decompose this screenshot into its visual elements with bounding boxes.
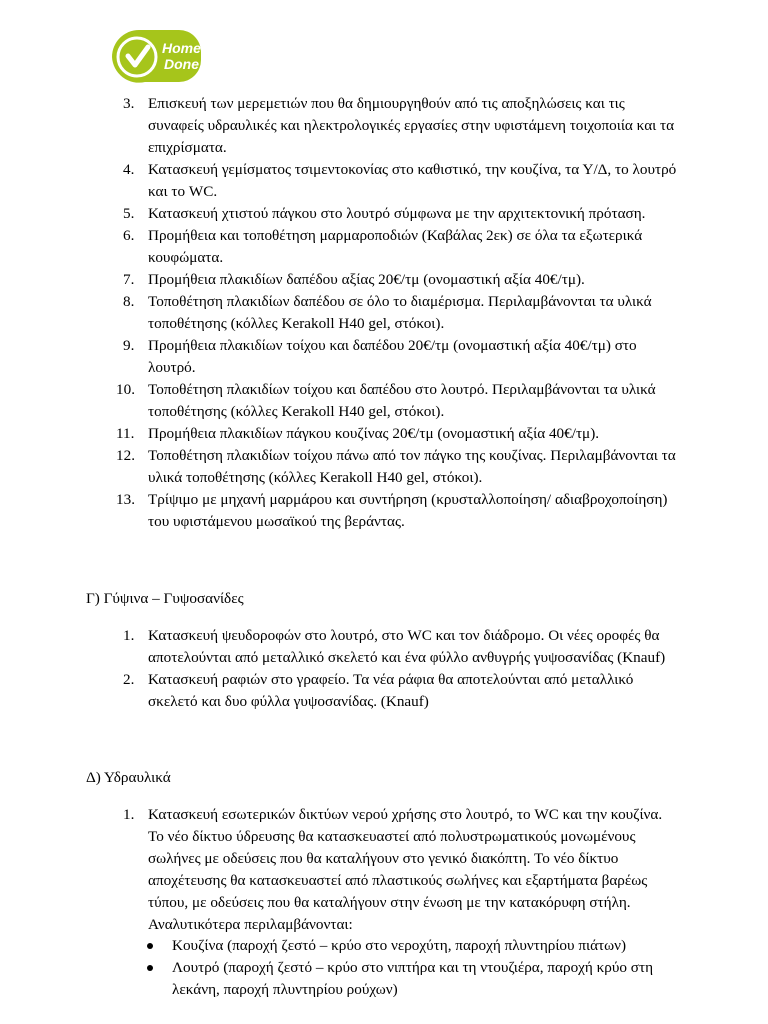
list-item-text: Τοποθέτηση πλακιδίων τοίχου πάνω από τον πάγκο της κουζίνας. Περιλαμβάνονται τα υλικά τοποθέτησης (κόλλες Kerakoll H40 gel, στόκοι). bbox=[148, 447, 676, 486]
bullet-item bbox=[0, 957, 768, 1001]
list-item-text: Προμήθεια πλακιδίων τοίχου και δαπέδου 20€/τμ (ονομαστική αξία 40€/τμ) στο λουτρό. bbox=[148, 337, 637, 376]
numbered-list-gypsum bbox=[0, 625, 768, 713]
list-item bbox=[0, 269, 768, 291]
bullet-dot-icon bbox=[147, 943, 153, 949]
numbered-list-works bbox=[0, 93, 768, 533]
list-item bbox=[0, 423, 768, 445]
list-item-text: Προμήθεια και τοποθέτηση μαρμαροποδιών (Καβάλας 2εκ) σε όλα τα εξωτερικά κουφώματα. bbox=[148, 227, 643, 266]
list-item-text: Κατασκευή ψευδοροφών στο λουτρό, στο WC και τον διάδρομο. Οι νέες οροφές θα αποτελούνται από μεταλλικό σκελετό και ένα φύλλο ανθυγρής γυψοσανίδας (Knauf) bbox=[148, 627, 666, 666]
bullet-item-text: Λουτρό (παροχή ζεστό – κρύο στο νιπτήρα και τη ντουζιέρα, παροχή κρύο στη λεκάνη, παροχή πλυντηρίου ρούχων) bbox=[172, 959, 654, 998]
list-item-number: 11. bbox=[116, 425, 135, 442]
list-item-number: 3. bbox=[123, 95, 135, 112]
bullet-list-plumbing bbox=[0, 935, 768, 1001]
list-item-text: Προμήθεια πλακιδίων πάγκου κουζίνας 20€/τμ (ονομαστική αξία 40€/τμ). bbox=[148, 425, 600, 442]
logo-line1: Home bbox=[162, 40, 201, 56]
list-item bbox=[0, 225, 768, 269]
list-item-text: Κατασκευή ραφιών στο γραφείο. Τα νέα ράφια θα αποτελούνται από μεταλλικό σκελετό και δυο φύλλα γυψοσανίδας. (Knauf) bbox=[148, 671, 634, 710]
logo-line2: Done bbox=[164, 56, 199, 72]
list-item-text: Προμήθεια πλακιδίων δαπέδου αξίας 20€/τμ (ονομαστική αξία 40€/τμ). bbox=[148, 271, 585, 288]
list-item-number: 5. bbox=[123, 205, 135, 222]
list-item-text: Επισκευή των μερεμετιών που θα δημιουργηθούν από τις αποξηλώσεις και τις συναφείς υδραυλικές και ηλεκτρολογικές εργασίες στην υφιστάμενη τοιχοποιία και τα επιχρίσματα. bbox=[148, 95, 675, 156]
list-item bbox=[0, 804, 768, 936]
section-heading-gypsum: Γ) Γύψινα – Γυψοσανίδες bbox=[86, 590, 244, 607]
list-item-number: 8. bbox=[123, 293, 135, 310]
numbered-list-plumbing bbox=[0, 804, 768, 936]
list-item bbox=[0, 203, 768, 225]
list-item-text: Κατασκευή γεμίσματος τσιμεντοκονίας στο καθιστικό, την κουζίνα, τα Υ/Δ, το λουτρό και το WC. bbox=[148, 161, 677, 200]
logo-mark bbox=[104, 26, 208, 88]
list-item-number: 10. bbox=[116, 381, 135, 398]
bullet-dot-icon bbox=[147, 965, 153, 971]
list-item-number: 2. bbox=[123, 671, 135, 688]
list-item bbox=[0, 669, 768, 713]
list-item-number: 12. bbox=[116, 447, 135, 464]
list-item bbox=[0, 489, 768, 533]
list-item-number: 7. bbox=[123, 271, 135, 288]
list-item bbox=[0, 291, 768, 335]
list-item-number: 9. bbox=[123, 337, 135, 354]
list-item-text: Κατασκευή χτιστού πάγκου στο λουτρό σύμφωνα με την αρχιτεκτονική πρόταση. bbox=[148, 205, 646, 222]
bullet-item bbox=[0, 935, 768, 957]
list-item bbox=[0, 625, 768, 669]
list-item bbox=[0, 379, 768, 423]
list-item bbox=[0, 159, 768, 203]
list-item bbox=[0, 93, 768, 159]
list-item bbox=[0, 445, 768, 489]
list-item-text: Τοποθέτηση πλακιδίων δαπέδου σε όλο το διαμέρισμα. Περιλαμβάνονται τα υλικά τοποθέτησης (κόλλες Kerakoll H40 gel, στόκοι). bbox=[148, 293, 652, 332]
list-item-number: 4. bbox=[123, 161, 135, 178]
list-item-number: 1. bbox=[123, 627, 135, 644]
list-item bbox=[0, 335, 768, 379]
list-item-number: 1. bbox=[123, 806, 135, 823]
list-item-text: Τρίψιμο με μηχανή μαρμάρου και συντήρηση (κρυσταλλοποίηση/ αδιαβροχοποίηση) του υφιστάμενου μωσαϊκού της βεράντας. bbox=[148, 491, 668, 530]
list-item-number: 13. bbox=[116, 491, 135, 508]
list-item-text: Κατασκευή εσωτερικών δικτύων νερού χρήσης στο λουτρό, το WC και την κουζίνα. Το νέο δίκτυο ύδρευσης θα κατασκευαστεί από πολυστρωματικούς μονωμένους σωλήνες με οδεύσεις που θα καταλήγουν στο γενικό διακόπτη. Το νέο δίκτυο αποχέτευσης θα κατασκευαστεί από πλαστικούς σωλήνες και εξαρτήματα βαρέως τύπου, με οδεύσεις που θα καταλήγουν στην ένωση με την κατακόρυφη στήλη. Αναλυτικότερα περιλαμβάνονται: bbox=[148, 806, 663, 933]
section-heading-plumbing: Δ) Υδραυλικά bbox=[86, 769, 171, 786]
list-item-text: Τοποθέτηση πλακιδίων τοίχου και δαπέδου στο λουτρό. Περιλαμβάνονται τα υλικά τοποθέτησης (κόλλες Kerakoll H40 gel, στόκοι). bbox=[148, 381, 656, 420]
list-item-number: 6. bbox=[123, 227, 135, 244]
home-done-logo bbox=[104, 26, 208, 88]
bullet-item-text: Κουζίνα (παροχή ζεστό – κρύο στο νεροχύτη, παροχή πλυντηρίου πιάτων) bbox=[172, 937, 627, 954]
